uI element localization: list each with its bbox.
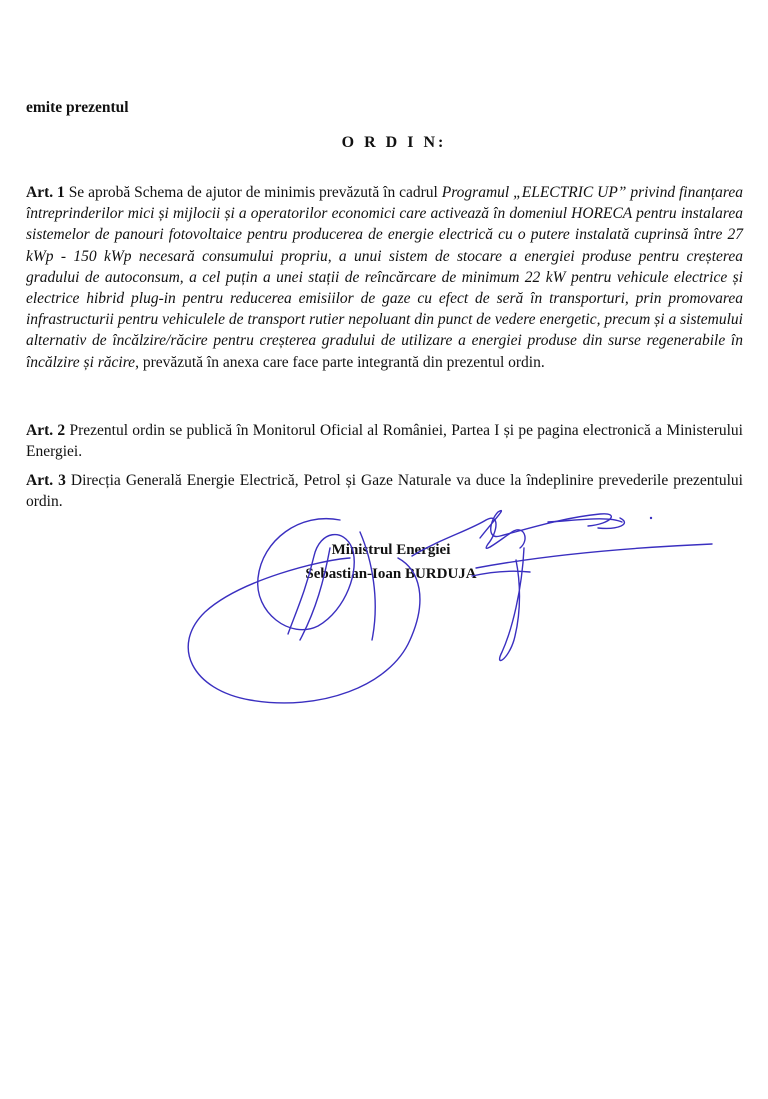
document-title: O R D I N: — [341, 134, 447, 151]
article-1 — [26, 182, 743, 373]
article-1-text-before: Se aprobă Schema de ajutor de minimis prevăzută în cadrul — [64, 184, 442, 201]
article-3 — [26, 470, 743, 512]
article-2-text: Prezentul ordin se publică în Monitorul Oficial al României, Partea I și pe pagina electronică a Ministerului Energiei. — [26, 422, 743, 461]
intro-text: emite prezentul — [26, 99, 129, 116]
article-1-label: Art. 1 — [26, 184, 65, 201]
article-2-label: Art. 2 — [26, 422, 66, 439]
article-1-text-after: , prevăzută în anexa care face parte integrantă din prezentul ordin. — [135, 353, 545, 371]
signatory-block — [286, 538, 496, 586]
article-2 — [26, 420, 743, 462]
article-3-text: Direcția Generală Energie Electrică, Petrol și Gaze Naturale va duce la îndeplinire prevederile prezentului ordin. — [26, 472, 743, 511]
signatory-role: Ministrul Energiei — [331, 542, 451, 558]
article-3-label: Art. 3 — [26, 472, 66, 489]
signatory-name: Sebastian-Ioan BURDUJA — [305, 566, 477, 582]
article-1-program-title: Programul „ELECTRIC UP” privind finanțarea întreprinderilor mici și mijlocii și a operatorilor economici care activează în domeniul HORECA pentru instalarea sistemelor de panouri fotovoltaice pentru producerea de energie electrică cu o putere instalată cuprinsă între 27 kWp - 150 kWp necesară consumului propriu, a unui sistem de stocare a energiei produse pentru creșterea gradului de autoconsum, a cel puțin a unei stații de reîncărcare de minimum 22 kW pentru vehicule electrice și electrice hibrid plug-in pentru reducerea emisiilor de gaze cu efect de seră în transporturi, prin promovarea infrastructurii pentru vehiculele de transport rutier nepoluant din punct de vedere energetic, precum și a sistemului alternativ de încălzire/răcire pentru creșterea gradului de utilizare a energiei produse din surse regenerabile în încălzire și răcire — [26, 184, 744, 371]
